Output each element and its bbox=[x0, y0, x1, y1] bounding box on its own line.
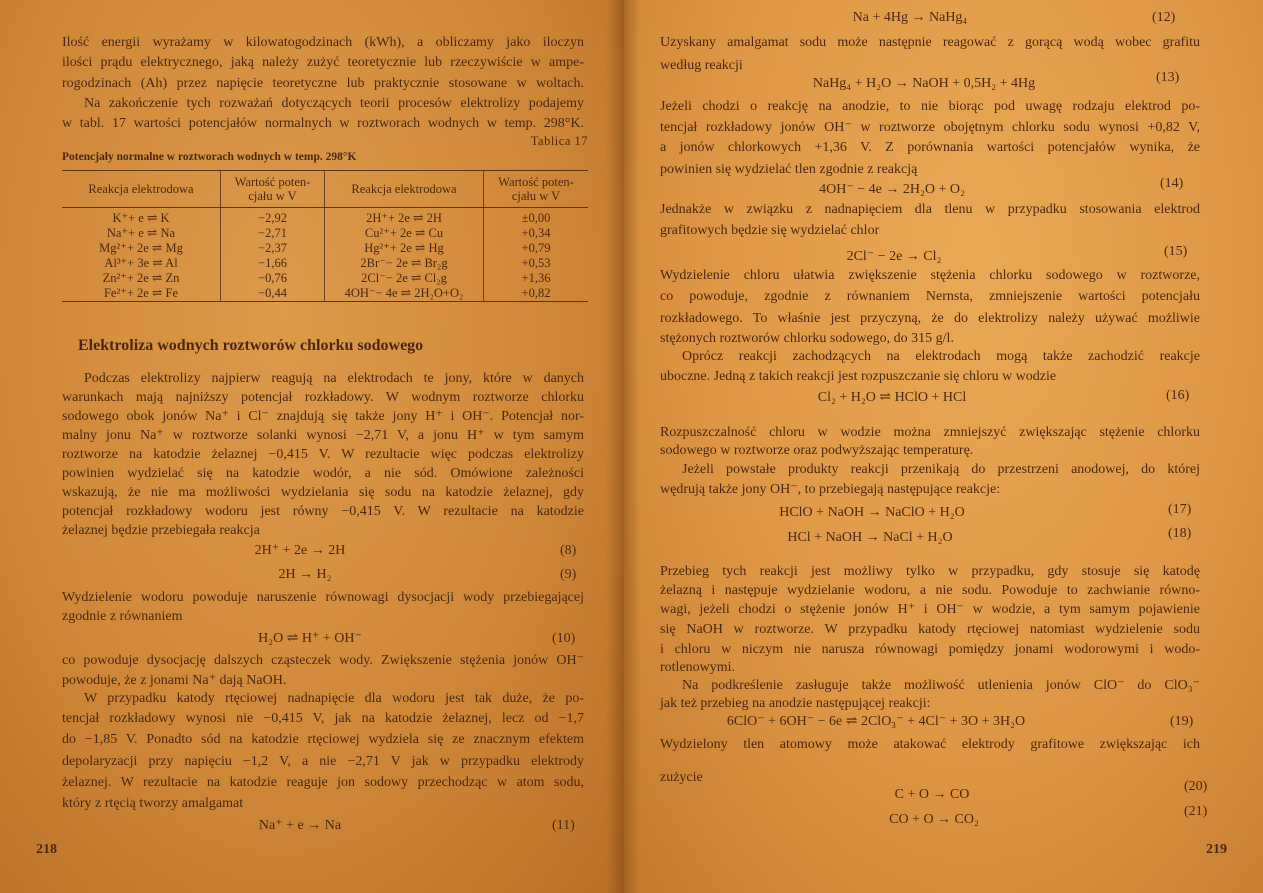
table-cell: Mg²⁺+ 2e ⇌ Mg bbox=[99, 241, 183, 255]
table-cell: −1,66 bbox=[221, 256, 325, 271]
page-number: 219 bbox=[1206, 842, 1227, 857]
text-line: Jeżeli chodzi o reakcję na anodzie, to nie biorąc pod uwagę rodzaju elektrod po- bbox=[660, 99, 1200, 114]
text-line: żelaznej będzie przebiegała reakcja bbox=[62, 523, 260, 538]
equation-number: (16) bbox=[1166, 388, 1190, 403]
text-line: roztworze na katodzie żelaznej −0,415 V. W rezultacie więc podczas elektrolizy bbox=[62, 447, 584, 462]
table-cell: 2H⁺+ 2e ⇌ 2H bbox=[325, 208, 484, 227]
text-line: grafitowych będzie się wydzielać chlor bbox=[660, 223, 880, 238]
equation: 2Cl⁻ − 2e → Cl₂ bbox=[846, 249, 942, 264]
text-line: żelazną i następuje wydzielanie wodoru, a nie sodu. Powoduje to zachwianie równo- bbox=[660, 583, 1200, 598]
table-cell: −2,92 bbox=[221, 208, 325, 227]
table-header: Reakcja elektrodowa bbox=[325, 171, 484, 208]
text-line: Przebieg tych reakcji jest możliwy tylko w przypadku, gdy stosuje się katodę bbox=[660, 564, 1200, 579]
table-header: Wartość poten-cjału w V bbox=[484, 171, 589, 208]
section-heading: Elektroliza wodnych roztworów chlorku sodowego bbox=[78, 337, 424, 354]
text-line: stężonych roztworów chlorku sodowego, do 315 g/l. bbox=[660, 331, 954, 346]
text-line: potencjał rozkładowy wodoru jest równy −0,415 V. W rezultacie na katodzie bbox=[62, 504, 584, 519]
text-line: według reakcji bbox=[660, 58, 743, 73]
table-row bbox=[62, 271, 588, 286]
text-line: rozkładowego. To właśnie jest przyczyną, że do elektrolizy należy używać możliwie bbox=[660, 311, 1200, 326]
text-line: wskazują, że nie ma możliwości wydzielania się sodu na katodzie żelaznej, gdy bbox=[62, 485, 584, 500]
equation: HClO + NaOH → NaClO + H₂O bbox=[779, 505, 965, 520]
text-line: do −1,85 V. Ponadto sód na katodzie rtęciowej wydziela się ze znacznym efektem bbox=[62, 732, 584, 747]
text-line: zużycie bbox=[660, 770, 703, 785]
table-row bbox=[62, 286, 588, 302]
text-line: i chloru w niczym nie narusza równowagi pomiędzy jonami wodorowymi i wodo- bbox=[660, 642, 1200, 657]
text-line: który z rtęcią tworzy amalgamat bbox=[62, 796, 244, 811]
text-line: żelaznej. W rezultacie na katodzie reaguje jon sodowy przechodząc w atom sodu, bbox=[62, 775, 584, 790]
table-cell: −0,44 bbox=[221, 286, 325, 302]
text-line: co powoduje dysocjację dalszych cząsteczek wody. Zwiększenie stężenia jonów OH⁻ bbox=[62, 653, 584, 668]
text-line: sodowego w roztworze oraz podwyższając temperaturę. bbox=[660, 443, 974, 458]
potentials-table bbox=[62, 170, 588, 302]
text-line: Wydzielenie wodoru powoduje naruszenie równowagi dysocjacji wody przebiegającej bbox=[62, 590, 584, 605]
text-line: powinien wydzielać się na katodzie wodór, a nie sód. Omówione zależności bbox=[62, 466, 584, 481]
table-cell: +1,36 bbox=[484, 271, 589, 286]
equation-number: (15) bbox=[1164, 244, 1188, 259]
text-line: jak też przebieg na anodzie następującej reakcji: bbox=[660, 696, 931, 711]
text-line: zgodnie z równaniem bbox=[62, 609, 183, 624]
equation-number: (18) bbox=[1168, 526, 1192, 541]
table-cell: Na⁺+ e ⇌ Na bbox=[106, 226, 176, 240]
table-label: Tablica 17 bbox=[530, 134, 588, 148]
equation-number: (21) bbox=[1184, 804, 1208, 819]
text-line: się NaOH w roztworze. W przypadku katody rtęciowej natomiast wydzielenie sodu bbox=[660, 622, 1200, 637]
text-line: uboczne. Jedną z takich reakcji jest rozpuszczanie się chloru w wodzie bbox=[660, 369, 1057, 384]
table-caption: Potencjały normalne w roztworach wodnych w temp. 298°K bbox=[62, 151, 357, 163]
text-line: malny jonu Na⁺ w roztworze solanki wynosi −2,71 V, a jonu H⁺ w tym samym bbox=[62, 428, 584, 443]
table-header: Wartość poten-cjału w V bbox=[221, 171, 325, 208]
text-line: Na podkreślenie zasługuje także możliwość utlenienia jonów ClO⁻ do ClO₃⁻ bbox=[682, 678, 1200, 693]
equation: 4OH⁻ − 4e → 2H₂O + O₂ bbox=[819, 182, 965, 197]
text-line: rotlenowymi. bbox=[660, 660, 736, 675]
equation: H₂O ⇌ H⁺ + OH⁻ bbox=[258, 631, 362, 646]
table-row bbox=[62, 226, 588, 241]
right-page bbox=[624, 0, 1263, 893]
table-cell: −0,76 bbox=[221, 271, 325, 286]
table-cell: 4OH⁻− 4e ⇌ 2H₂O+O₂ bbox=[325, 286, 484, 302]
text-line: a jonów chlorkowych +1,36 V. Z porównania wartości potencjałów wynika, że bbox=[660, 140, 1200, 155]
text-line: tencjał rozkładowy wynosi nie −0,415 V, jak na katodzie żelaznej, lecz od −1,7 bbox=[62, 711, 584, 726]
text-line: co powoduje, zgodnie z równaniem Nernsta, zmniejszenie wartości potencjału bbox=[660, 289, 1200, 304]
text-line: warunkach mają najniższy potencjał rozkładowy. W wodnym roztworze chlorku bbox=[62, 390, 584, 405]
equation-number: (19) bbox=[1170, 714, 1194, 729]
table-cell: ±0,00 bbox=[484, 208, 589, 227]
equation: Na⁺ + e → Na bbox=[258, 818, 342, 833]
equation-number: (13) bbox=[1156, 70, 1180, 85]
table-cell: 2Cl⁻− 2e ⇌ Cl₂g bbox=[325, 271, 484, 286]
equation: Na + 4Hg → NaHg₄ bbox=[852, 10, 968, 25]
equation-number: (14) bbox=[1160, 176, 1184, 191]
text-line: w tabl. 17 wartości potencjałów normalnych w roztworach wodnych w temp. 298°K. bbox=[62, 116, 584, 131]
text-line: rogodzinach (Ah) przez napięcie teoretyczne lub praktycznie stosowane w woltach. bbox=[62, 76, 584, 91]
table-cell: 2Br⁻− 2e ⇌ Br₂g bbox=[325, 256, 484, 271]
equation: 2H → H₂ bbox=[278, 567, 332, 582]
text-line: Ilość energii wyrażamy w kilowatogodzinach (kWh), a obliczamy jako iloczyn bbox=[62, 35, 584, 50]
table-cell: Zn²⁺+ 2e ⇌ Zn bbox=[102, 271, 180, 285]
table-cell: −2,37 bbox=[221, 241, 325, 256]
equation-number: (10) bbox=[552, 631, 576, 646]
text-line: Na zakończenie tych rozważań dotyczących teorii procesów elektrolizy podajemy bbox=[84, 96, 584, 111]
equation-number: (11) bbox=[552, 818, 575, 833]
text-line: W przypadku katody rtęciowej nadnapięcie dla wodoru jest tak duże, że po- bbox=[84, 691, 584, 706]
table-cell: Cu²⁺+ 2e ⇌ Cu bbox=[325, 226, 484, 241]
text-line: sodowego obok jonów Na⁺ i Cl⁻ znajdują się także jony H⁺ i OH⁻. Potencjał nor- bbox=[62, 409, 584, 424]
text-line: ilości prądu elektrycznego, jaką należy zużyć teoretycznie lub rzeczywiście w ampe- bbox=[62, 55, 584, 70]
equation: HCl + NaOH → NaCl + H₂O bbox=[787, 530, 953, 545]
page-number: 218 bbox=[36, 842, 57, 857]
equation-number: (12) bbox=[1152, 10, 1176, 25]
equation-number: (20) bbox=[1184, 779, 1208, 794]
text-line: Jeżeli powstałe produkty reakcji przenikają do przestrzeni anodowej, do której bbox=[682, 462, 1200, 477]
table-header: Reakcja elektrodowa bbox=[62, 171, 221, 208]
table-cell: +0,53 bbox=[484, 256, 589, 271]
equation: CO + O → CO₂ bbox=[889, 812, 979, 827]
text-line: Oprócz reakcji zachodzących na elektrodach mogą także zachodzić reakcje bbox=[682, 349, 1200, 364]
text-line: Uzyskany amalgamat sodu może następnie reagować z gorącą wodą wobec grafitu bbox=[660, 35, 1200, 50]
equation-number: (17) bbox=[1168, 502, 1192, 517]
text-line: Wydzielenie chloru ułatwia zwiększenie stężenia chlorku sodowego w roztworze, bbox=[660, 268, 1200, 283]
table-cell: Hg²⁺+ 2e ⇌ Hg bbox=[325, 241, 484, 256]
equation-number: (8) bbox=[560, 543, 577, 558]
table-row bbox=[62, 241, 588, 256]
equation-number: (9) bbox=[560, 567, 577, 582]
table-row bbox=[62, 256, 588, 271]
text-line: Wydzielony tlen atomowy może atakować elektrody grafitowe zwiększając ich bbox=[660, 737, 1200, 752]
text-line: Podczas elektrolizy najpierw reagują na elektrodach te jony, które w danych bbox=[84, 371, 584, 386]
table-cell: Fe²⁺+ 2e ⇌ Fe bbox=[103, 286, 179, 300]
table-cell: −2,71 bbox=[221, 226, 325, 241]
text-line: Rozpuszczalność chloru w wodzie można zmniejszyć zwiększając stężenie chlorku bbox=[660, 425, 1200, 440]
text-line: powinien się wydzielać tlen zgodnie z reakcją bbox=[660, 162, 918, 177]
table-cell: K⁺+ e ⇌ K bbox=[112, 211, 170, 225]
table-cell: +0,82 bbox=[484, 286, 589, 302]
text-line: wędrują także jony OH⁻, to przebiegają następujące reakcje: bbox=[660, 482, 1001, 497]
book-gutter-shadow bbox=[606, 0, 640, 893]
equation: 6ClO⁻ + 6OH⁻ − 6e ⇌ 2ClO₃⁻ + 4Cl⁻ + 3O + 3H₂O bbox=[726, 714, 1026, 729]
table-row bbox=[62, 208, 588, 227]
text-line: powoduje, że z jonami Na⁺ dają NaOH. bbox=[62, 673, 287, 688]
left-page bbox=[0, 0, 624, 893]
equation: 2H⁺ + 2e → 2H bbox=[254, 543, 346, 558]
table-cell: +0,79 bbox=[484, 241, 589, 256]
text-line: depolaryzacji przy napięciu −1,2 V, a nie −2,71 V jak w przypadku elektrody bbox=[62, 754, 584, 769]
equation: Cl₂ + H₂O ⇌ HClO + HCl bbox=[817, 390, 967, 405]
table-cell: Al³⁺+ 3e ⇌ Al bbox=[104, 256, 178, 270]
equation: NaHg₄ + H₂O → NaOH + 0,5H₂ + 4Hg bbox=[812, 76, 1036, 91]
text-line: wagi, jeżeli chodzi o stężenie jonów H⁺ i OH⁻ w wodzie, a tym samym pojawienie bbox=[660, 602, 1200, 617]
table-cell: +0,34 bbox=[484, 226, 589, 241]
text-line: tencjał rozkładowy jonów OH⁻ w roztworze obojętnym chlorku sodu wynosi +0,82 V, bbox=[660, 120, 1200, 135]
text-line: Jednakże w związku z nadnapięciem dla tlenu w przypadku stosowania elektrod bbox=[660, 202, 1200, 217]
equation: C + O → CO bbox=[894, 787, 970, 802]
